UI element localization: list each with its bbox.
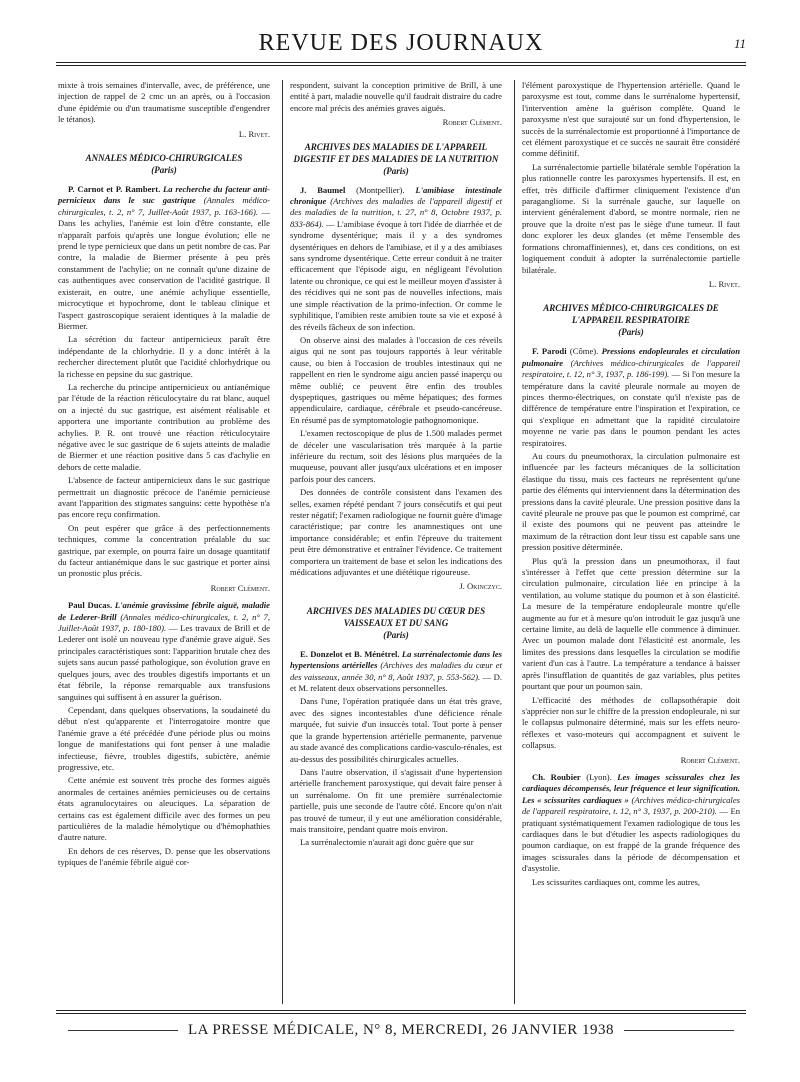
header-rule-thin [56,65,746,66]
section-heading [58,152,270,176]
section-city: (Paris) [383,629,409,640]
footer-line [56,1022,746,1039]
article-authors: E. Donzelot et B. Ménétrel. [300,648,400,659]
article-paragraph: Dans l'une, l'opération pratiquée dans un état très grave, avec des signes incontestables d'une déficience rénale marquée, fut suivie d'un insuccès total. Tout porte à penser que la grande hypertension artérielle permanente, parvenue au stade avancé des complications cardio-vasculo-rénales, est au-dessus des possibilités chirurgicales actuelles. [290,696,502,764]
article-authors: J. Baumel [300,184,346,195]
column-3 [522,80,740,890]
section-title: ARCHIVES DES MALADIES DE L'APPAREIL DIGESTIF ET DES MALADIES DE LA NUTRITION [293,141,499,164]
section-heading [290,605,502,641]
signature: Robert Clément. [680,754,740,765]
article-paragraph: Les scissurites cardiaques ont, comme les autres, [532,876,701,887]
intro-paragraph: mixte à trois semaines d'intervalle, avec, de préférence, une injection de rappel de 2 cmc un an après, ou à l'occasion d'une épidémie ou d'un traumatisme susceptible d'engendrer le tétanos). [58,80,270,125]
article-header [58,600,270,703]
article-authors: Ch. Roubier [532,771,581,782]
page-footer [56,1010,746,1050]
footer-rule-thin [56,1010,746,1011]
article-paragraph: L'efficacité des méthodes de collapsothérapie doit s'apprécier non sur le chiffre de la pression endopleurale, ni sur le collapsus pulmonaire déterminé, mais sur les effets neuro-réflexes et vaso-moteurs qui accompagnent et suivent le collapsus. [522,694,740,751]
article-title: Pressions endopleurales et circulation pulmonaire [522,346,740,368]
section-city: (Paris) [383,165,409,176]
article-text: — En pratiquant systématiquement l'examen radiologique de tous les cardiaques dans le but d'étudier les aspects radiologiques du poumon cardiaque, on est frappé de la grande fréquence des images scissurales dans la période de décompensation et d'asystolie. [522,806,740,874]
article-paragraph: On observe ainsi des malades à l'occasion de ces réveils aigus qui ne sont pas toujours rapportés à leur véritable cause, ou bien à l'occasion de troubles intestinaux qui ne rappellent en rien le syndrome aigu ancien passé inaperçu ou même oublié; ce peuvent être enfin des troubles dyspeptiques, gastriques ou même hépatiques; des formes appendiculaire, cardiaque, cérébrale et pseudo-cancéreuse. En résumé pas de symptomatologie pathognomonique. [290,334,502,425]
section-city: (Paris) [618,327,644,338]
article-authors: Paul Ducas. [68,600,113,611]
article-paragraph: La surrénalectomie n'aurait agi donc guère que sur [300,837,474,848]
article-paragraph: Des données de contrôle consistent dans l'examen des selles, examen répété pendant 7 jours consécutifs et qui peut rester négatif; l'examen radiologique ne fournit guère d'image caractéristique; par contre les anamnestiques ont une importance considérable; et enfin l'épreuve du traitement peut être démonstrative et entraîner l'évidence. Ce traitement comportera un traitement de base et selon les indications des médications adjuvantes et une diététique rigoureuse. [290,487,502,578]
article-source: (Archives des maladies du cœur et des vaisseaux, année 30, n° 8, Août 1937, p. 553-562). [290,660,502,682]
article-paragraph: Dans l'autre observation, il s'agissait d'une hypertension artérielle franchement paroxystique, qui devait faire penser à un surrénalome. On fit une première surrénalectomie partielle, puis une seconde de l'autre côté. Encore qu'on n'ait pas trouvé de tumeur, il y eut une amélioration considérable, mais transitoire, pendant quatre mois environ. [290,766,502,834]
article-header [290,649,502,695]
section-heading [522,302,740,338]
article-affiliation: (Lyon). [586,771,612,782]
column-divider [514,80,515,1004]
column-divider [282,80,283,1004]
article-title: La recherche du facteur anti-pernicieux dans le suc gastrique [58,184,270,206]
article-text: — Les travaux de Brill et de Lederer ont isolé un nouveau type d'anémie grave aiguë. Ses principales caractéristiques sont: l'apparition brutale chez des sujets sans aucun passé pathologique, son évolution grave en quelques jours, avec des troubles digestifs importants et un état fébrile, la réponse remarquable aux transfusions sanguines qui suffisent à en assurer la guérison. [58,623,270,702]
article-source: (Annales médico-chirurgicales, t. 2, n° 7, Juillet-Août 1937, p. 180-180). [58,611,271,634]
footer-text: LA PRESSE MÉDICALE, N° 8, MERCREDI, 26 JANVIER 1938 [187,1022,615,1038]
article-source: (Archives des maladies de l'appareil digestif et des maladies de la nutrition, t. 27, n° 8, Octobre 1937, p. 833-864). [290,196,502,229]
continued-paragraph: respondent, suivant la conception primitive de Brill, à une entité à part, maladie nouvelle qu'il faudrait distraire du cadre encore mal précis des anémies graves aiguës. [290,80,502,113]
page-header [56,28,746,68]
signature: L. Rivet. [238,128,270,139]
continued-paragraph: l'élément paroxystique de l'hypertension artérielle. Quand le paroxysme est tout, comme dans le surrénalome hypertensif, l'intervention amène la guérison complète. Quand le paroxysme n'est que surajouté sur un fond d'hypertension, le succès de la surrénalectomie est proportionné à l'importance de cet élément paroxystique et ce succès ne saurait être considéré comme définitif. [522,80,740,159]
article-title: La surrénalectomie dans les hypertensions artérielles [290,648,502,671]
article-paragraph: La surrénalectomie partielle bilatérale semble l'opération la plus rationnelle contre les paroxysmes hypertensifs. Il est, en effet, très difficile d'affirmer cliniquement l'existence d'un paragangliome. Si la surrénale gauche, sur laquelle on intervient généralement d'abord, se montre normale, rien ne prouve que la droite n'est pas le siège d'une tumeur. Il faut donc explorer les deux glandes (et même l'ensemble des formations chromaffiniennes), et, dans ces conditions, on est logiquement conduit à adopter la surrénalectomie partielle bilatérale. [522,161,740,275]
article-affiliation: (Montpellier). [356,184,405,195]
article-paragraph: Au cours du pneumothorax, la circulation pulmonaire est influencée par les facteurs mécaniques de la sollicitation élastique du tissu, mais ces facteurs ne représentent qu'une partie des éléments qui interviennent dans la détermination des pressions dans la cavité pleurale. Une pression positive dans la cavité pleurale ne prouve pas que le poumon est comprimé, car il existe des poumons qui ne peuvent pas atteindre le maximum de la rétraction dont leur tissu est capable sans une pression positive déterminée. [522,450,740,553]
article-paragraph: Plus qu'à la pression dans un pneumothorax, il faut s'intéresser à l'effet que cette pression détermine sur la circulation pulmonaire, circulation liée en principe à la ventilation, au volume statique du poumon et à son élasticité. La mesure de la température endopleurale montre qu'elle augmente au fur et à mesure qu'on introduit le gaz jusqu'à une certaine limite, au delà de laquelle elle commence à diminuer. Avec un poumon malade dont l'élasticité est anormale, les limites des pressions dans lesquelles la circulation se modifie varient d'un cas à l'autre. La température a tendance à baisser après l'insufflation de quantités de gaz variables, plus petites pourtant que pour un poumon sain. [522,555,740,692]
section-title: ANNALES MÉDICO-CHIRURGICALES [85,153,243,164]
article-source: (Archives médico-chirurgicales de l'appareil respiratoire, t. 12, n° 3, 1937, p. 200-210). [522,794,740,817]
signature: J. Okinczyc. [459,581,502,592]
section-title: ARCHIVES MÉDICO-CHIRURGICALES DE L'APPAREIL RESPIRATOIRE [543,303,719,326]
article-affiliation: (Côme). [569,346,599,357]
article-text: — D. et M. relatent deux observations personnelles. [290,671,502,694]
article-source: (Annales médico-chirurgicales, t. 2, n° 7, Juillet-Août 1937, p. 163-166). [58,195,270,217]
signature: Robert Clément. [442,117,502,128]
article-text: — L'amibiase évoque à tort l'idée de diarrhée et de syndrome dysentérique; mais il y a des syndromes dysentériques en dehors de l'amibiase, et il y a des amibiases sans syndrome dysentérique. Cette erreur conduit à ne traiter efficacement que l'épisode aigu, en négligeant l'évolution latente ou chronique, ce qui est le meilleur moyen d'assister à des récidives qui ne sont pas de nouvelles infections, mais une simple réactivation de la primo-infection. Or comme le syphilitique, l'amibien reste amibien toute sa vie et exposé à des réveils fâcheux de son infection. [290,218,502,332]
article-header [58,184,270,332]
article-authors: P. Carnot et P. Rambert. [68,184,161,195]
column-1 [58,80,270,871]
footer-rule [56,1013,746,1014]
article-paragraph: Cependant, dans quelques observations, la soudaineté du début n'est qu'apparente et l'interrogatoire montre que l'anémie grave a été précédée d'une période plus ou moins longue de manifestations qui font penser à une maladie infectieuse, fièvre, troubles digestifs, subictère, anémie progressive, etc. [58,704,270,772]
article-text: — Si l'on mesure la température dans la cavité pleurale normale au moyen de pinces thermo-électriques, on constate qu'il n'existe pas de différence de température entre l'inspiration et l'expiration, ce qui s'explique en admettant que la rapidité circulatoire moyenne ne varie pas dans le poumon pendant les actes respiratoires. [522,369,741,448]
signature: L. Rivet. [708,278,740,289]
article-text: — Dans les achylies, l'anémie est loin d'être constante, elle n'apparaît parfois qu'après une longue évolution; elle ne prend le type pernicieux que dans un petit nombre de cas. Par contre, la maladie de Biermer présente à peu près constamment de l'achylie; on ne connaît qu'une dizaine de cas authentiques avec conservation de l'acidité gastrique. Il existerait, en outre, une anémie achylique essentielle, microcytique et hypochrome, dont le tableau clinique et l'aspect gastroscopique seraient identiques à la maladie de Biermer. [58,206,270,331]
article-header [522,772,740,875]
article-source: (Archives médico-chirurgicales de l'appareil respiratoire, t. 12, n° 3, 1937, p. 186-199). [522,357,740,380]
article-header [290,185,502,333]
header-rule [56,62,746,63]
article-paragraph: En dehors de ces réserves, D. pense que les observations typiques de l'anémie fébrile aiguë cor- [58,845,270,868]
article-paragraph: L'absence de facteur antipernicieux dans le suc gastrique permettrait un diagnostic précoce de l'anémie pernicieuse avant l'apparition des stigmates sanguins: cette hypothèse n'a pas encore reçu confirmation. [58,475,270,520]
article-paragraph: Cette anémie est souvent très proche des formes aiguës anormales de certaines anémies pernicieuses ou de certains états agranulocytaires ou aleuciques. La séparation de certains cas est également difficile avec des formes un peu particulières de la maladie hémolytique ou d'hémophathies d'autre nature. [58,775,270,843]
column-2 [290,80,502,851]
article-title: L'anémie gravissime fébrile aiguë, maladie de Lederer-Brill [58,600,270,622]
section-title: ARCHIVES DES MALADIES DU CŒUR DES VAISSEAUX ET DU SANG [306,605,486,628]
article-title: Les images scissurales chez les cardiaques décompensés, leur fréquence et leur signification. Les « scissurites cardiaques » [522,771,740,805]
article-paragraph: La sécrétion du facteur antipernicieux paraît être indépendante de la chlorhydrie. Il y a donc intérêt à la rechercher directement plutôt que l'acidité chlorhydrique ou la richesse en pepsine du suc gastrique. [58,334,270,379]
section-city: (Paris) [151,165,177,176]
section-heading [290,141,502,177]
page-number: 11 [733,36,746,51]
article-authors: F. Parodi [532,346,567,357]
signature: Robert Clément. [210,582,270,593]
article-paragraph: On peut espérer que grâce à des perfectionnements techniques, comme la concentration préalable du suc gastrique, par exemple, on pourra faire un dosage quantitatif du facteur antianémique dans le suc gastrique et porter ainsi un pronostic plus précis. [58,522,270,579]
article-title: L'amibiase intestinale chronique [290,184,502,207]
footer-dash-left [68,1030,178,1031]
journal-section-title: REVUE DES JOURNAUX [258,30,544,56]
article-paragraph: L'examen rectoscopique de plus de 1.500 malades permet de déceler une vascularisation très marquée à la partie inférieure du rectum, soit des lésions plus marquées de la muqueuse, pouvant aller jusqu'aux ulcérations et en imposer parfois pour des cancers. [290,428,502,484]
article-header [522,346,740,449]
article-paragraph: La recherche du principe antipernicieux ou antianémique par l'étude de la réaction réticulocytaire du rat blanc, auquel on a injecté du suc gastrique, est aisément réalisable et apportera une importante contribution au problème des achylies. P. R. ont trouvé une réaction réticulocytaire négative avec le suc gastrique de 6 sujets atteints de maladie de Biermer et une réaction positive dans 5 cas d'achylie en dehors de cette maladie. [58,381,270,472]
footer-dash-right [624,1030,734,1031]
